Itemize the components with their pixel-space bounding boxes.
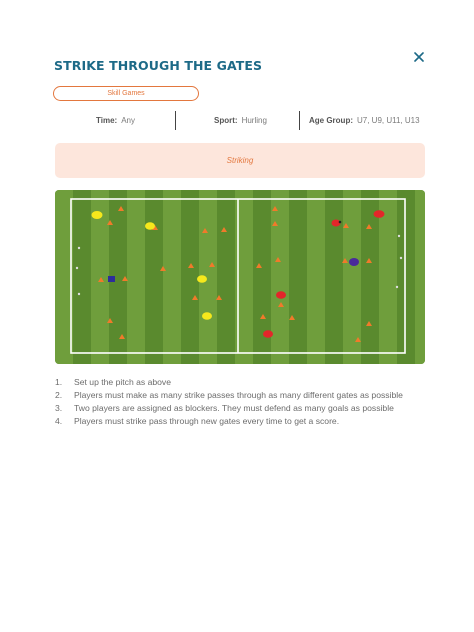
meta-divider [299,111,300,130]
blocker-purple-icon [349,258,359,266]
ball-icon [339,221,342,224]
category-badge [53,86,199,101]
player-red-icon [374,210,385,218]
sport-label: Sport: [214,116,238,125]
player-yellow-icon [197,275,207,283]
meta-divider [175,111,176,130]
sport-value: Hurling [241,116,267,125]
age-group-value: U7, U9, U11, U13 [357,116,420,125]
time-value: Any [121,116,135,125]
pitch-diagram [55,190,425,364]
step-number: 4. [55,416,63,426]
skill-banner-label: Striking [226,156,254,165]
step-text: Two players are assigned as blockers. They must defend as many goals as possible [74,403,394,413]
meta-sport [214,111,267,130]
page-title: STRIKE THROUGH THE GATES [54,58,263,73]
player-yellow-icon [202,312,212,320]
step-text: Players must make as many strike passes through as many different gates as possible [74,390,403,400]
meta-time [96,111,135,130]
list-item [55,376,425,389]
close-button[interactable] [410,48,428,66]
player-yellow-icon [145,222,155,230]
player-yellow-icon [92,211,103,219]
player-red-icon [276,291,286,299]
step-text: Players must strike pass through new gates every time to get a score. [74,416,340,426]
list-item [55,415,425,428]
blocker-blue-icon [108,276,115,282]
list-item [55,389,425,402]
time-label: Time: [96,116,118,125]
list-item [55,402,425,415]
age-group-label: Age Group: [309,116,353,125]
step-text: Set up the pitch as above [74,377,171,387]
skill-banner [55,143,425,178]
instructions-list [55,376,425,428]
step-number: 2. [55,390,63,400]
meta-age-group [309,111,420,130]
category-badge-label: Skill Games [107,90,145,97]
close-icon [414,52,424,62]
player-red-icon [263,330,273,338]
pitch-svg [55,190,425,364]
step-number: 1. [55,377,63,387]
step-number: 3. [55,403,63,413]
player-red-icon [332,220,341,227]
